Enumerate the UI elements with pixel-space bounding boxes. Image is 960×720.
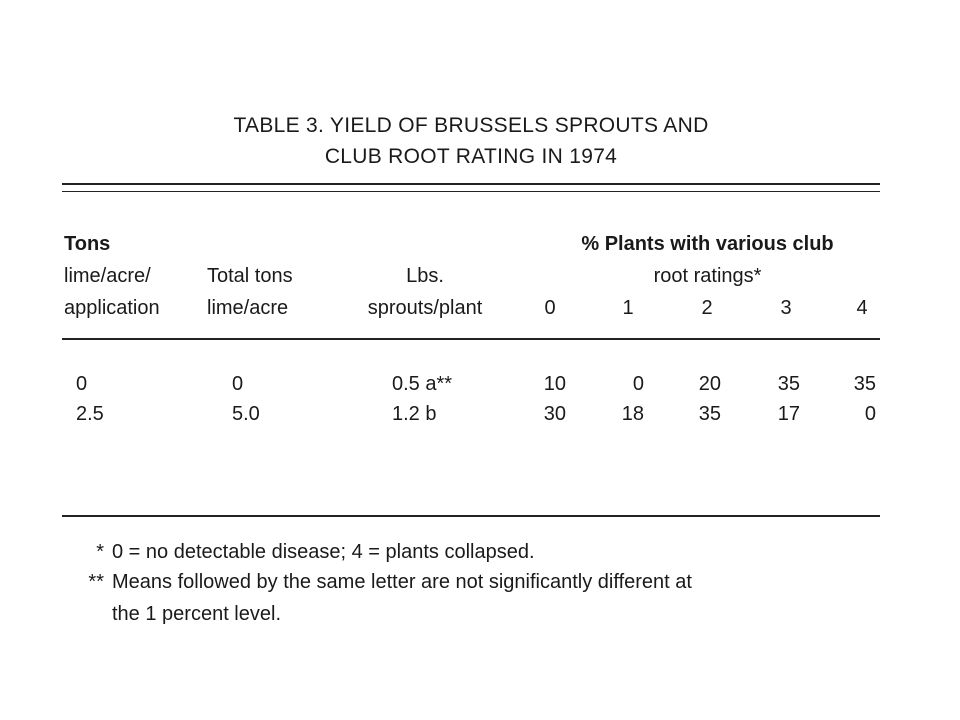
footnote2-mark: ** [88,571,104,593]
row1-rating-2: 20 [698,373,721,395]
footnote1-text: 0 = no detectable disease; 4 = plants collapsed. [112,541,535,563]
row2-rating-4: 0 [864,403,876,425]
row1-rating-4: 35 [853,373,876,395]
footnote2-text-line1: Means followed by the same letter are not significantly different at [112,571,692,593]
table-title-line-1: TABLE 3. YIELD OF BRUSSELS SPROUTS AND [233,114,709,137]
bottom-rule [62,515,880,517]
header-col2-line2: lime/acre [207,297,289,319]
header-col1-line2: lime/acre/ [64,265,151,287]
table-title-line-2: CLUB ROOT RATING IN 1974 [324,145,618,168]
header-col2-line1: Total tons [207,265,293,287]
row2-tons-per-application: 2.5 [76,403,104,425]
header-rating-0: 0 [544,297,556,319]
header-col1-line3: application [64,297,160,319]
row2-total-tons: 5.0 [232,403,260,425]
row2-rating-2: 35 [698,403,721,425]
header-rating-3: 3 [780,297,792,319]
row1-total-tons: 0 [232,373,244,395]
header-rating-2: 2 [701,297,713,319]
row1-rating-3: 35 [777,373,800,395]
footnote2-text-line2: the 1 percent level. [112,603,281,625]
row1-lbs-sprouts: 0.5 a** [392,373,453,395]
header-col3-line1: Lbs. [406,265,444,287]
top-rule [62,183,880,185]
row2-lbs-sprouts: 1.2 b [392,403,437,425]
row1-rating-1: 0 [632,373,644,395]
header-rating-1: 1 [622,297,634,319]
top-rule-secondary [62,191,880,192]
header-group-line1: % Plants with various club [581,233,834,255]
row1-rating-0: 10 [543,373,566,395]
header-col1-line1: Tons [64,233,111,255]
footnote1-mark: * [96,541,104,563]
header-col3-line2: sprouts/plant [367,297,483,319]
row2-rating-0: 30 [543,403,566,425]
header-rating-4: 4 [856,297,868,319]
row1-tons-per-application: 0 [76,373,88,395]
header-rule [62,338,880,340]
header-group-line2: root ratings* [653,265,762,287]
row2-rating-1: 18 [621,403,644,425]
row2-rating-3: 17 [777,403,800,425]
